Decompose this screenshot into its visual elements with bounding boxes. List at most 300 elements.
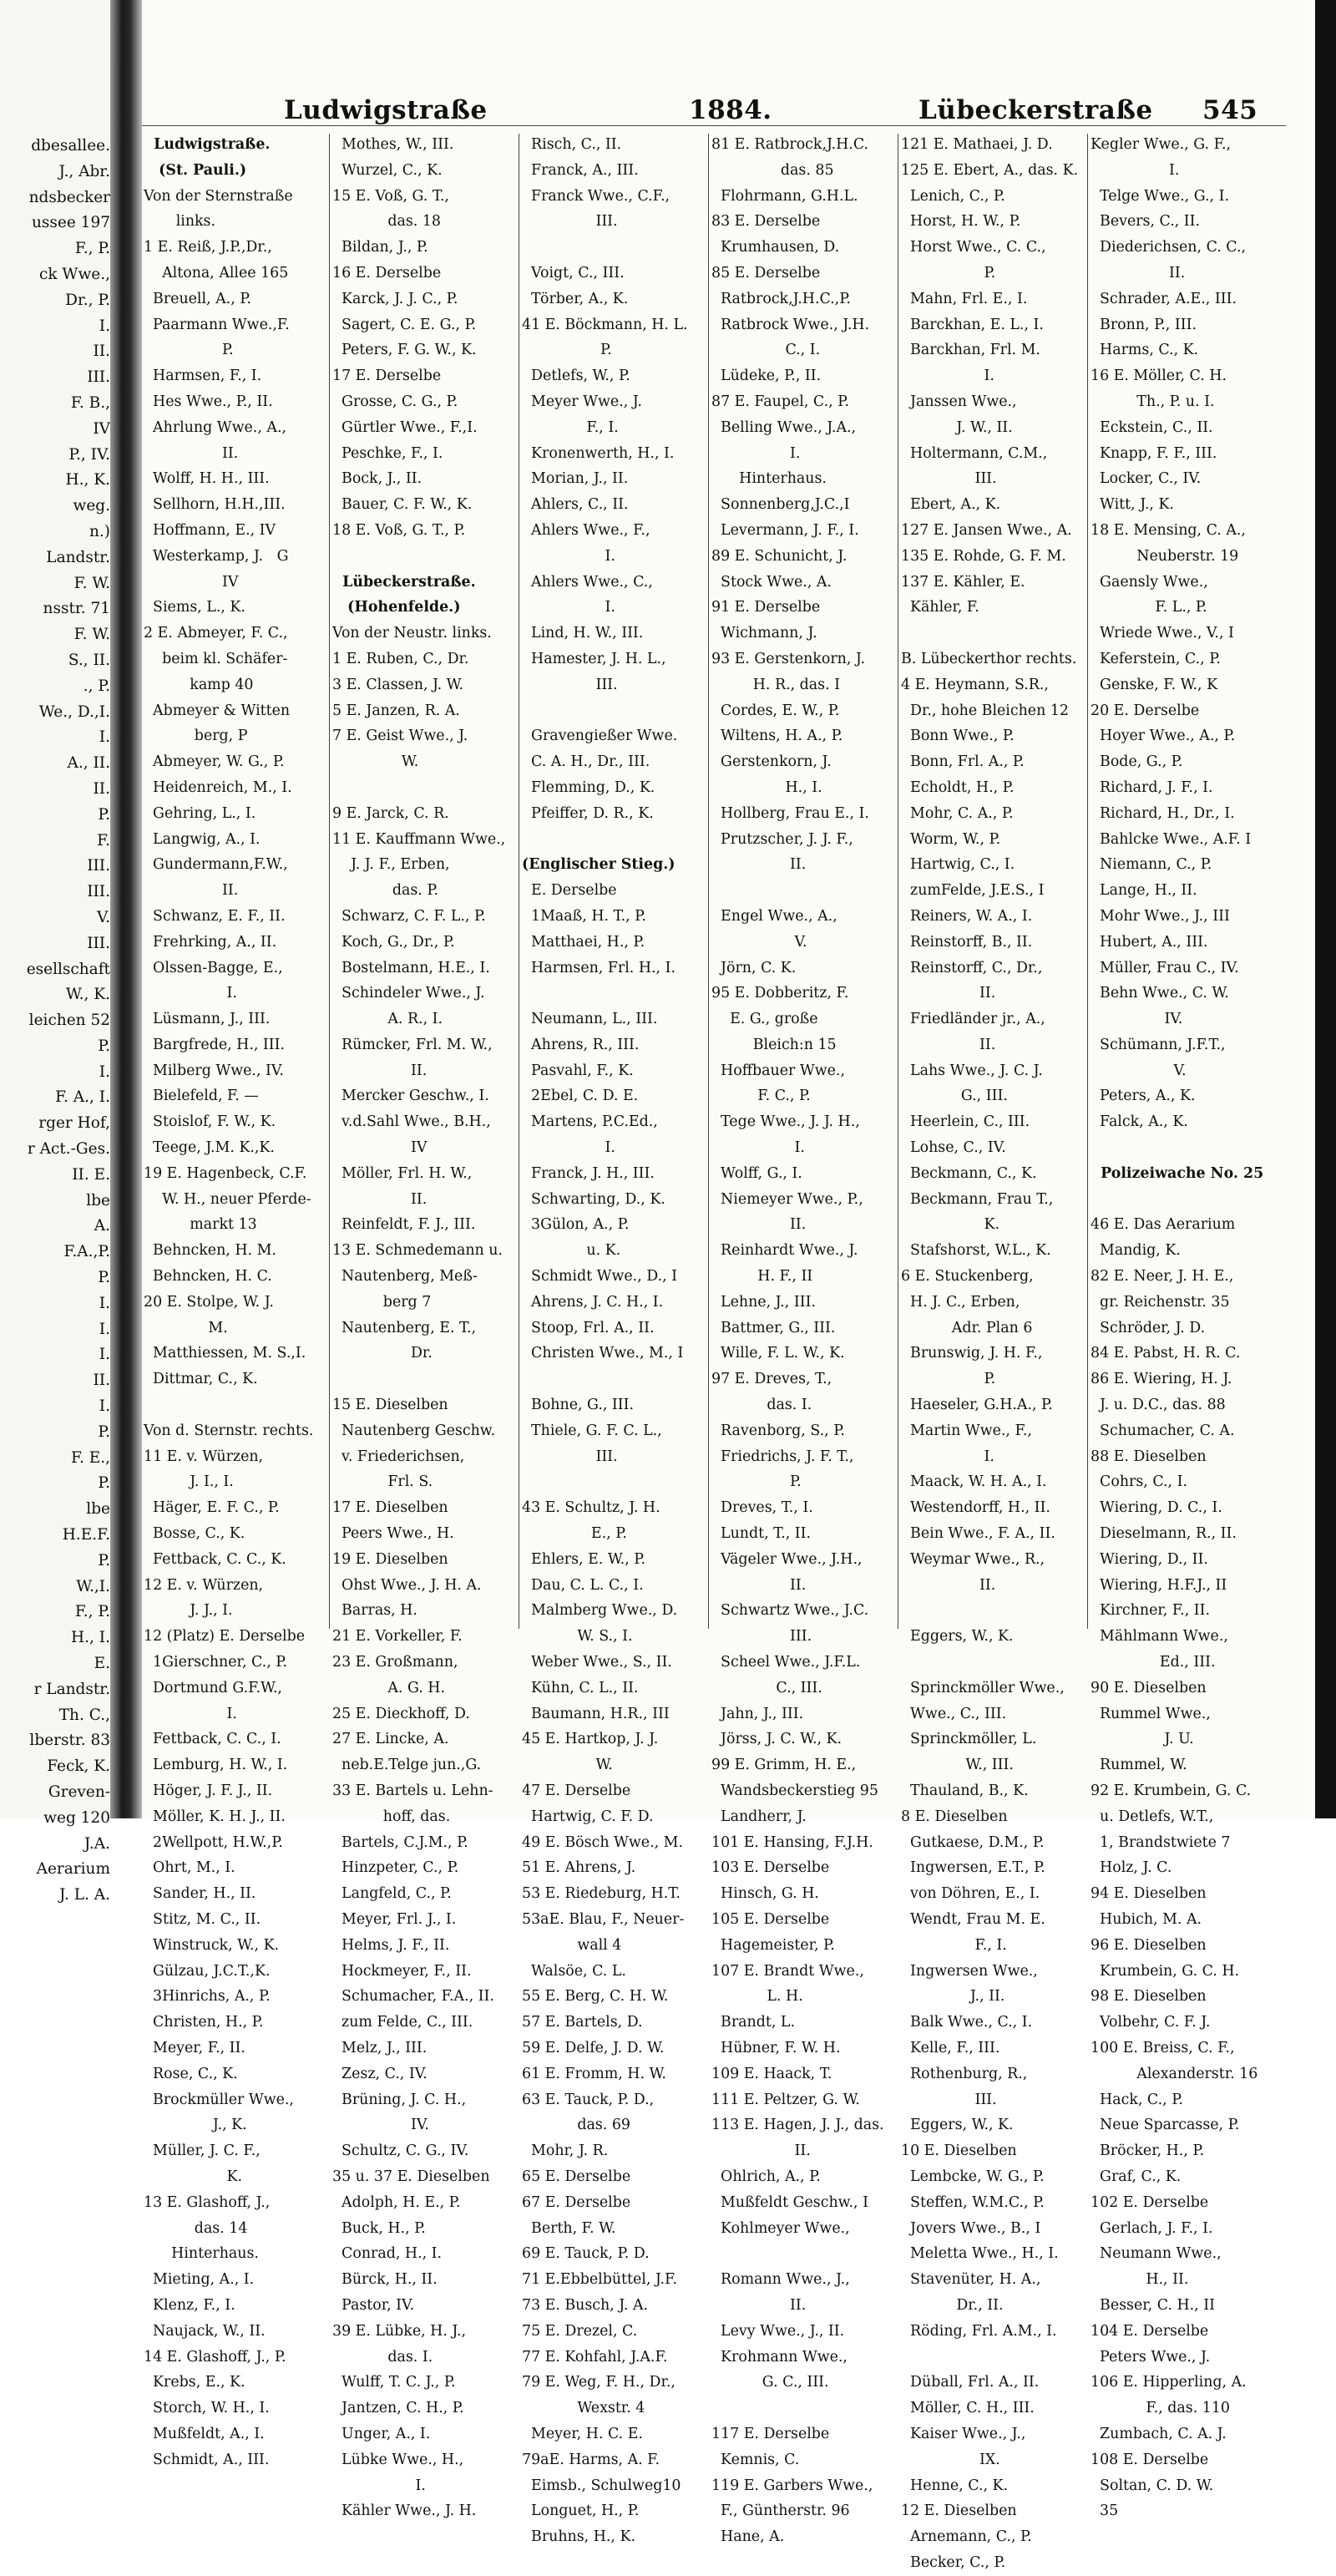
directory-entry: Sprinckmöller Wwe., <box>901 1679 1065 1696</box>
directory-entry: Berth, F. W. <box>522 2219 616 2237</box>
directory-entry: gr. Reichenstr. 35 <box>1091 1293 1230 1311</box>
directory-entry: 106 E. Hipperling, A. <box>1091 2374 1247 2391</box>
directory-entry: Franck, A., III. <box>522 161 639 179</box>
directory-entry: 2Wellpott, H.W.,P. <box>144 1833 283 1851</box>
directory-entry: I. <box>144 985 237 1002</box>
directory-entry: 18 E. Mensing, C. A., <box>1091 521 1246 539</box>
directory-entry: Th., P. u. I. <box>1091 393 1215 410</box>
directory-entry: Becker, C., P. <box>901 2553 1006 2571</box>
directory-entry <box>332 775 518 801</box>
directory-entry: Brüning, J. C. H., <box>332 2091 467 2108</box>
directory-entry: Locker, C., IV. <box>1091 470 1202 488</box>
column-divider <box>1087 134 1088 1629</box>
directory-entry: zumFelde, J.E.S., I <box>901 882 1045 900</box>
directory-entry: 39 E. Lübke, H. J., <box>332 2322 467 2340</box>
directory-entry: Maack, W. H. A., I. <box>901 1473 1047 1491</box>
directory-entry: Franck, J. H., III. <box>522 1164 655 1182</box>
directory-entry: W. <box>332 753 419 771</box>
previous-page-line: r Landstr. <box>33 1680 110 1698</box>
directory-entry: Barras, H. <box>332 1602 418 1620</box>
directory-entry: Hack, C., P. <box>1091 2091 1183 2108</box>
directory-entry: (Hohenfelde.) <box>332 599 461 616</box>
directory-entry: Bargfrede, H., III. <box>144 1036 286 1053</box>
directory-entry: 4 E. Heymann, S.R., <box>901 676 1049 693</box>
directory-entry: 1 E. Ruben, C., Dr. <box>332 650 469 667</box>
directory-entry: Richard, H., Dr., I. <box>1091 804 1235 822</box>
directory-entry: berg 7 <box>332 1293 432 1311</box>
directory-entry: Mieting, A., I. <box>144 2271 255 2289</box>
directory-entry: Dr. <box>332 1345 433 1362</box>
directory-entry: G., III. <box>901 1088 1008 1105</box>
directory-entry: Ahrens, J. C. H., I. <box>522 1293 664 1311</box>
directory-entry: 3Gülon, A., P. <box>522 1216 630 1234</box>
previous-page-line: weg 120 <box>43 1808 110 1827</box>
directory-entry: Nautenberg, E. T., <box>332 1319 477 1336</box>
directory-entry: Gürtler Wwe., F.,I. <box>332 418 478 436</box>
directory-entry: Paarmann Wwe.,F. <box>144 316 290 333</box>
directory-entry: 103 E. Derselbe <box>711 1859 830 1877</box>
directory-entry: Alexanderstr. 16 <box>1091 2065 1258 2082</box>
previous-page-line: F. <box>97 831 110 849</box>
directory-entry: F., I. <box>522 418 619 436</box>
directory-entry: Wurzel, C., K. <box>332 161 443 179</box>
directory-entry <box>1091 1135 1286 1161</box>
directory-entry: Rummel Wwe., <box>1091 1705 1211 1722</box>
directory-entry: Knapp, F. F., III. <box>1091 444 1217 462</box>
directory-entry: von Döhren, E., I. <box>901 1885 1040 1903</box>
directory-entry: II. <box>1091 264 1186 281</box>
directory-entry: Niemeyer Wwe., P., <box>711 1190 863 1208</box>
directory-entry: V. <box>711 933 807 951</box>
directory-entry: 135 E. Rohde, G. F. M. <box>901 547 1066 565</box>
directory-entry: Levermann, J. F., I. <box>711 521 859 539</box>
directory-entry: Ingwersen, E.T., P. <box>901 1859 1045 1877</box>
running-head-left: Ludwigstraße <box>284 95 488 125</box>
directory-entry: Sellhorn, H.H.,III. <box>144 496 286 514</box>
directory-entry: Brunswig, J. H. F., <box>901 1345 1043 1362</box>
directory-entry: 79 E. Weg, F. H., Dr., <box>522 2374 676 2391</box>
scan-border <box>1315 0 1336 1818</box>
directory-entry: Schümann, J.F.T., <box>1091 1036 1226 1053</box>
directory-entry: 35 <box>1091 2502 1119 2520</box>
directory-entry: Meyer, F., II. <box>144 2039 245 2056</box>
directory-entry: W. <box>522 1757 613 1774</box>
directory-entry: Malmberg Wwe., D. <box>522 1602 678 1620</box>
directory-entry: Gehring, L., I. <box>144 804 256 822</box>
directory-entry: Richard, J. F., I. <box>1091 778 1213 796</box>
header-rule <box>142 125 1286 126</box>
directory-entry: 7 E. Geist Wwe., J. <box>332 728 468 745</box>
directory-entry: Langwig, A., I. <box>144 830 261 848</box>
directory-entry: Hinsch, G. H. <box>711 1885 819 1903</box>
directory-entry: Röding, Frl. A.M., I. <box>901 2322 1057 2340</box>
directory-entry: 95 E. Dobberitz, F. <box>711 985 849 1002</box>
directory-entry: Abmeyer & Witten <box>144 702 291 719</box>
directory-entry: 11 E. v. Würzen, <box>144 1448 264 1465</box>
directory-entry: Ahrens, R., III. <box>522 1036 640 1053</box>
directory-entry: F. C., P. <box>711 1088 811 1105</box>
directory-entry: (Englischer Stieg.) <box>522 856 676 874</box>
directory-entry: Grosse, C. G., P. <box>332 393 458 410</box>
previous-page-line: H., K. <box>65 471 110 489</box>
directory-entry: Wriede Wwe., V., I <box>1091 625 1234 642</box>
directory-entry <box>522 1367 707 1392</box>
directory-entry: Wendt, Frau M. E. <box>901 1910 1045 1928</box>
directory-entry: Hagemeister, P. <box>711 1936 835 1954</box>
directory-entry: 121 E. Mathaei, J. D. <box>901 136 1053 153</box>
directory-entry: II. <box>144 444 239 462</box>
directory-entry: Hes Wwe., P., II. <box>144 393 273 410</box>
directory-entry: Reinfeldt, F. J., III. <box>332 1216 476 1234</box>
directory-entry: Bein Wwe., F. A., II. <box>901 1525 1055 1543</box>
directory-entry: 46 E. Das Aerarium <box>1091 1216 1236 1234</box>
directory-entry: Stoislof, F. W., K. <box>144 1113 276 1131</box>
directory-entry: Wiltens, H. A., P. <box>711 728 843 745</box>
directory-entry: E. Derselbe <box>522 882 617 900</box>
previous-page-line: W.,I. <box>76 1577 110 1595</box>
directory-entry: II. <box>901 985 996 1002</box>
directory-entry: Adolph, H. E., P. <box>332 2193 461 2211</box>
directory-entry <box>1091 1187 1286 1213</box>
directory-entry: 125 E. Ebert, A., das. K. <box>901 161 1079 179</box>
directory-entry: 127 E. Jansen Wwe., A. <box>901 521 1072 539</box>
previous-page-line: P. <box>98 1037 110 1055</box>
directory-entry: A. R., I. <box>332 1011 443 1028</box>
directory-entry: Walsöe, C. L. <box>522 1962 626 1980</box>
directory-entry: Wille, F. L. W., K. <box>711 1345 845 1362</box>
directory-entry: I. <box>522 1139 615 1157</box>
directory-entry: Pfeiffer, D. R., K. <box>522 804 654 822</box>
directory-entry <box>332 544 518 570</box>
directory-entry: Fettback, C. C., K. <box>144 1550 286 1568</box>
page-number: 545 <box>1202 95 1258 125</box>
directory-entry: Lenich, C., P. <box>901 187 1005 205</box>
directory-entry: J. W., II. <box>901 418 1013 436</box>
directory-entry: Mählmann Wwe., <box>1091 1628 1228 1645</box>
directory-entry: II. <box>901 1036 996 1053</box>
directory-entry: wall 4 <box>522 1936 622 1954</box>
directory-entry: Hartwig, C. F. D. <box>522 1808 654 1825</box>
directory-entry: 108 E. Derselbe <box>1091 2451 1209 2468</box>
directory-entry: Bonn Wwe., P. <box>901 728 1015 745</box>
previous-page-line: P. <box>98 1422 110 1441</box>
directory-entry: 43 E. Schultz, J. H. <box>522 1499 660 1517</box>
directory-entry: 41 E. Böckmann, H. L. <box>522 316 688 333</box>
directory-entry: 49 E. Bösch Wwe., M. <box>522 1833 684 1851</box>
previous-page-line: I. <box>99 1062 110 1081</box>
previous-page-line: III. <box>87 934 110 952</box>
directory-entry: F., das. 110 <box>1091 2400 1230 2417</box>
directory-entry: Wolff, G., I. <box>711 1164 802 1182</box>
directory-entry <box>522 698 707 724</box>
directory-entry: Landherr, J. <box>711 1808 807 1825</box>
directory-entry: III. <box>522 1448 618 1465</box>
directory-entry: Mercker Geschw., I. <box>332 1088 489 1105</box>
directory-entry: 91 E. Derselbe <box>711 599 821 616</box>
directory-entry: 15 E. Dieselben <box>332 1397 448 1414</box>
previous-page-margin <box>0 0 124 1904</box>
directory-entry: das. 14 <box>144 2219 248 2237</box>
previous-page-line: III. <box>87 883 110 901</box>
directory-entry: Horst Wwe., C. C., <box>901 239 1046 256</box>
directory-entry: Wiering, D. C., I. <box>1091 1499 1222 1517</box>
directory-entry: 19 E. Dieselben <box>332 1550 448 1568</box>
previous-page-line: Landstr. <box>46 548 110 566</box>
directory-entry: 12 E. Dieselben <box>901 2502 1017 2520</box>
directory-entry: I. <box>1091 161 1180 179</box>
directory-entry: Christen Wwe., M., I <box>522 1345 684 1362</box>
directory-entry: I. <box>711 444 801 462</box>
previous-page-line: II. E. <box>72 1165 110 1184</box>
directory-entry: Ravenborg, S., P. <box>711 1422 845 1439</box>
directory-entry: neb.E.Telge jun.,G. <box>332 1757 482 1774</box>
directory-entry <box>711 2396 897 2421</box>
directory-entry: Reinstorff, C., Dr., <box>901 959 1043 976</box>
directory-entry: Kähler, F. <box>901 599 979 616</box>
directory-entry: Baumann, H.R., III <box>522 1705 670 1722</box>
directory-entry: 88 E. Dieselben <box>1091 1448 1207 1465</box>
directory-entry: Matthaei, H., P. <box>522 933 645 951</box>
previous-page-line: III. <box>87 368 110 387</box>
directory-entry <box>522 981 707 1007</box>
directory-entry: Belling Wwe., J.A., <box>711 418 857 436</box>
directory-entry: II. <box>144 882 239 900</box>
directory-entry: Teege, J.M. K.,K. <box>144 1139 275 1157</box>
directory-entry: IV. <box>332 2117 429 2134</box>
directory-entry: berg, P <box>144 728 248 745</box>
previous-page-line: rger Hof, <box>38 1114 110 1133</box>
directory-entry: 53 E. Riedeburg, H.T. <box>522 1885 681 1903</box>
directory-entry: Von der Neustr. links. <box>332 625 492 642</box>
directory-entry: Buck, H., P. <box>332 2219 426 2237</box>
directory-entry: Abmeyer, W. G., P. <box>144 753 285 771</box>
directory-entry: Ebert, A., K. <box>901 496 1001 514</box>
directory-entry: Hoffbauer Wwe., <box>711 1062 845 1079</box>
directory-entry: 20 E. Derselbe <box>1091 702 1200 719</box>
previous-page-line: W., K. <box>65 986 110 1004</box>
directory-entry: markt 13 <box>144 1216 257 1234</box>
directory-entry: Neue Sparcasse, P. <box>1091 2117 1240 2134</box>
directory-entry: 53aE. Blau, F., Neuer- <box>522 1910 685 1928</box>
directory-entry: Conrad, H., I. <box>332 2245 443 2263</box>
directory-entry: Peers Wwe., H. <box>332 1525 454 1543</box>
directory-entry: Langfeld, C., P. <box>332 1885 452 1903</box>
directory-entry: 21 E. Vorkeller, F. <box>332 1628 463 1645</box>
previous-page-line: II. <box>93 779 110 798</box>
directory-entry: Wichmann, J. <box>711 625 817 642</box>
directory-entry: 82 E. Neer, J. H. E., <box>1091 1268 1234 1285</box>
directory-entry: 87 E. Faupel, C., P. <box>711 393 849 410</box>
directory-entry: Adr. Plan 6 <box>901 1319 1033 1336</box>
directory-entry: Jörss, J. C. W., K. <box>711 1731 843 1748</box>
directory-entry: Olssen-Bagge, E., <box>144 959 283 976</box>
directory-entry: Tege Wwe., J. J. H., <box>711 1113 860 1131</box>
column-5 <box>901 132 1086 2571</box>
directory-entry: Arnemann, C., P. <box>901 2528 1032 2546</box>
directory-entry: Gutkaese, D.M., P. <box>901 1833 1045 1851</box>
previous-page-line: H.E.F. <box>62 1526 110 1544</box>
directory-entry: v.d.Sahl Wwe., B.H., <box>332 1113 491 1131</box>
directory-entry: Wexstr. 4 <box>522 2400 645 2417</box>
directory-entry: Meyer, H. C. E. <box>522 2425 643 2442</box>
directory-entry: Heidenreich, M., I. <box>144 778 292 796</box>
directory-entry: IV <box>144 573 239 591</box>
directory-entry: II. <box>711 2296 807 2314</box>
directory-entry: P. <box>711 1473 802 1491</box>
directory-entry: Horst, H. W., P. <box>901 213 1021 231</box>
directory-entry: 63 E. Tauck, P. D., <box>522 2091 655 2108</box>
directory-entry: 23 E. Großmann, <box>332 1654 458 1671</box>
directory-entry: Harmsen, Frl. H., I. <box>522 959 676 976</box>
directory-entry: Altona, Allee 165 <box>144 264 289 281</box>
directory-entry: 75 E. Drezel, C. <box>522 2322 638 2340</box>
directory-entry: 1Maaß, H. T., P. <box>522 907 646 925</box>
directory-entry: Schwarz, C. F. L., P. <box>332 907 486 925</box>
directory-entry: Höger, J. F. J., II. <box>144 1782 273 1799</box>
directory-entry: Gaensly Wwe., <box>1091 573 1208 591</box>
directory-entry: 19 E. Hagenbeck, C.F. <box>144 1164 307 1182</box>
column-divider <box>329 134 330 1629</box>
directory-entry: Thauland, B., K. <box>901 1782 1029 1799</box>
directory-entry: Kelle, F., III. <box>901 2039 1000 2056</box>
directory-entry: Levy Wwe., J., II. <box>711 2322 845 2340</box>
directory-entry: 89 E. Schunicht, J. <box>711 547 848 565</box>
previous-page-line: lbe <box>86 1500 110 1519</box>
directory-entry: Lemburg, H. W., I. <box>144 1757 288 1774</box>
directory-entry: 69 E. Tauck, P. D. <box>522 2245 650 2263</box>
directory-entry: Dortmund G.F.W., <box>144 1679 282 1696</box>
directory-entry: Hubert, A., III. <box>1091 933 1208 951</box>
directory-entry: Dau, C. L. C., I. <box>522 1576 644 1594</box>
directory-entry: Brockmüller Wwe., <box>144 2091 294 2108</box>
previous-page-line: F., P. <box>74 240 110 258</box>
directory-entry: 16 E. Derselbe <box>332 264 442 281</box>
directory-entry: 11 E. Kauffmann Wwe., <box>332 830 506 848</box>
directory-entry: Klenz, F., I. <box>144 2296 235 2314</box>
directory-entry: 107 E. Brandt Wwe., <box>711 1962 864 1980</box>
directory-entry: Jörn, C. K. <box>711 959 797 976</box>
book-gutter <box>110 0 144 1818</box>
previous-page-line: A. <box>94 1217 110 1235</box>
directory-entry: 20 E. Stolpe, W. J. <box>144 1293 274 1311</box>
directory-entry: Westerkamp, J. G <box>144 547 289 565</box>
directory-entry: Hinterhaus. <box>711 470 827 488</box>
directory-entry: Möller, Frl. H. W., <box>332 1164 473 1182</box>
directory-entry: Steffen, W.M.C., P. <box>901 2193 1045 2211</box>
directory-entry: Törber, A., K. <box>522 290 629 307</box>
previous-page-line: Dr., P. <box>65 291 110 309</box>
directory-entry: 17 E. Derselbe <box>332 368 442 385</box>
directory-entry: Mandig, K. <box>1091 1242 1181 1260</box>
running-head-right: Lübeckerstraße <box>918 95 1153 125</box>
directory-entry: C. A. H., Dr., III. <box>522 753 650 771</box>
directory-entry: Beckmann, Frau T., <box>901 1190 1054 1208</box>
directory-entry: I. <box>901 368 994 385</box>
directory-entry: Peters, F. G. W., K. <box>332 342 477 359</box>
directory-entry: Mahn, Frl. E., I. <box>901 290 1028 307</box>
directory-entry: Jantzen, C. H., P. <box>332 2400 464 2417</box>
directory-entry: Reinhardt Wwe., J. <box>711 1242 858 1260</box>
directory-entry: H. J. C., Erben, <box>901 1293 1020 1311</box>
directory-entry: 81 E. Ratbrock,J.H.C. <box>711 136 869 153</box>
previous-page-line: F. B., <box>70 393 110 412</box>
directory-entry: Battmer, G., III. <box>711 1319 836 1336</box>
previous-page-line: III. <box>87 857 110 875</box>
directory-entry: 71 E.Ebbelbüttel, J.F. <box>522 2271 677 2289</box>
directory-entry: Ahlers Wwe., F., <box>522 521 650 539</box>
directory-entry: 13 E. Glashoff, J., <box>144 2193 271 2211</box>
directory-entry: Telge Wwe., G., I. <box>1091 187 1229 205</box>
directory-entry: Eckstein, C., II. <box>1091 418 1213 436</box>
directory-entry: J. J., I. <box>144 1602 233 1620</box>
directory-entry: 51 E. Ahrens, J. <box>522 1859 636 1877</box>
directory-entry: 33 E. Bartels u. Lehn- <box>332 1782 493 1799</box>
previous-page-line: F. A., I. <box>55 1088 110 1107</box>
directory-entry: 117 E. Derselbe <box>711 2425 830 2442</box>
directory-entry: Wwe., C., III. <box>901 1705 1007 1722</box>
directory-entry: Morian, J., II. <box>522 470 629 488</box>
directory-entry: Breuell, A., P. <box>144 290 251 307</box>
directory-entry: Stoop, Frl. A., II. <box>522 1319 655 1336</box>
directory-entry: Cordes, E. W., P. <box>711 702 840 719</box>
directory-entry: (St. Pauli.) <box>144 161 247 179</box>
directory-entry: Ingwersen Wwe., <box>901 1962 1038 1980</box>
directory-entry: 79aE. Harms, A. F. <box>522 2451 660 2468</box>
directory-entry: Rothenburg, R., <box>901 2065 1028 2082</box>
directory-entry: 109 E. Haack, T. <box>711 2065 832 2082</box>
directory-entry: 65 E. Derselbe <box>522 2168 631 2185</box>
directory-entry: Echoldt, H., P. <box>901 778 1015 796</box>
directory-entry: Melz, J., III. <box>332 2039 428 2056</box>
directory-entry: Stavenüter, H. A., <box>901 2271 1041 2289</box>
directory-entry: P. <box>901 1371 996 1388</box>
directory-entry: Dreves, T., I. <box>711 1499 813 1517</box>
directory-entry <box>901 1650 1086 1676</box>
directory-entry: 137 E. Kähler, E. <box>901 573 1025 591</box>
directory-entry: 13 E. Schmedemann u. <box>332 1242 503 1260</box>
directory-entry: Mohr, C. A., P. <box>901 804 1014 822</box>
directory-entry: Mohr, J. R. <box>522 2142 609 2160</box>
directory-entry: Hartwig, C., I. <box>901 856 1015 874</box>
directory-entry: III. <box>522 676 618 693</box>
directory-entry: Kronenwerth, H., I. <box>522 444 675 462</box>
directory-entry: Lübke Wwe., H., <box>332 2451 464 2468</box>
previous-page-line: II. <box>93 1372 110 1390</box>
directory-entry: Ohrt, M., I. <box>144 1859 235 1877</box>
directory-entry: Milberg Wwe., IV. <box>144 1062 284 1079</box>
directory-entry: 93 E. Gerstenkorn, J. <box>711 650 866 667</box>
directory-entry: Wolff, H. H., III. <box>144 470 270 488</box>
directory-entry: Neumann, L., III. <box>522 1011 658 1028</box>
directory-entry: M. <box>144 1319 228 1336</box>
directory-entry: Bruhns, H., K. <box>522 2528 636 2546</box>
directory-entry: H., I. <box>711 778 822 796</box>
directory-entry: Neumann Wwe., <box>1091 2245 1222 2263</box>
directory-entry: Lahs Wwe., J. C. J. <box>901 1062 1043 1079</box>
directory-entry: 47 E. Derselbe <box>522 1782 631 1799</box>
directory-entry: Friedrichs, J. F. T., <box>711 1448 854 1465</box>
directory-entry: hoff, das. <box>332 1808 451 1825</box>
directory-entry: Bürck, H., II. <box>332 2271 438 2289</box>
directory-entry <box>332 1367 518 1392</box>
directory-entry: 90 E. Dieselben <box>1091 1679 1207 1696</box>
directory-entry: Friedländer jr., A., <box>901 1011 1045 1028</box>
directory-entry: Heerlein, C., III. <box>901 1113 1030 1131</box>
directory-entry: Hockmeyer, F., II. <box>332 1962 472 1980</box>
directory-entry: K. <box>901 1216 1000 1234</box>
directory-entry: 16 E. Möller, C. H. <box>1091 368 1227 385</box>
directory-entry: Detlefs, W., P. <box>522 368 630 385</box>
